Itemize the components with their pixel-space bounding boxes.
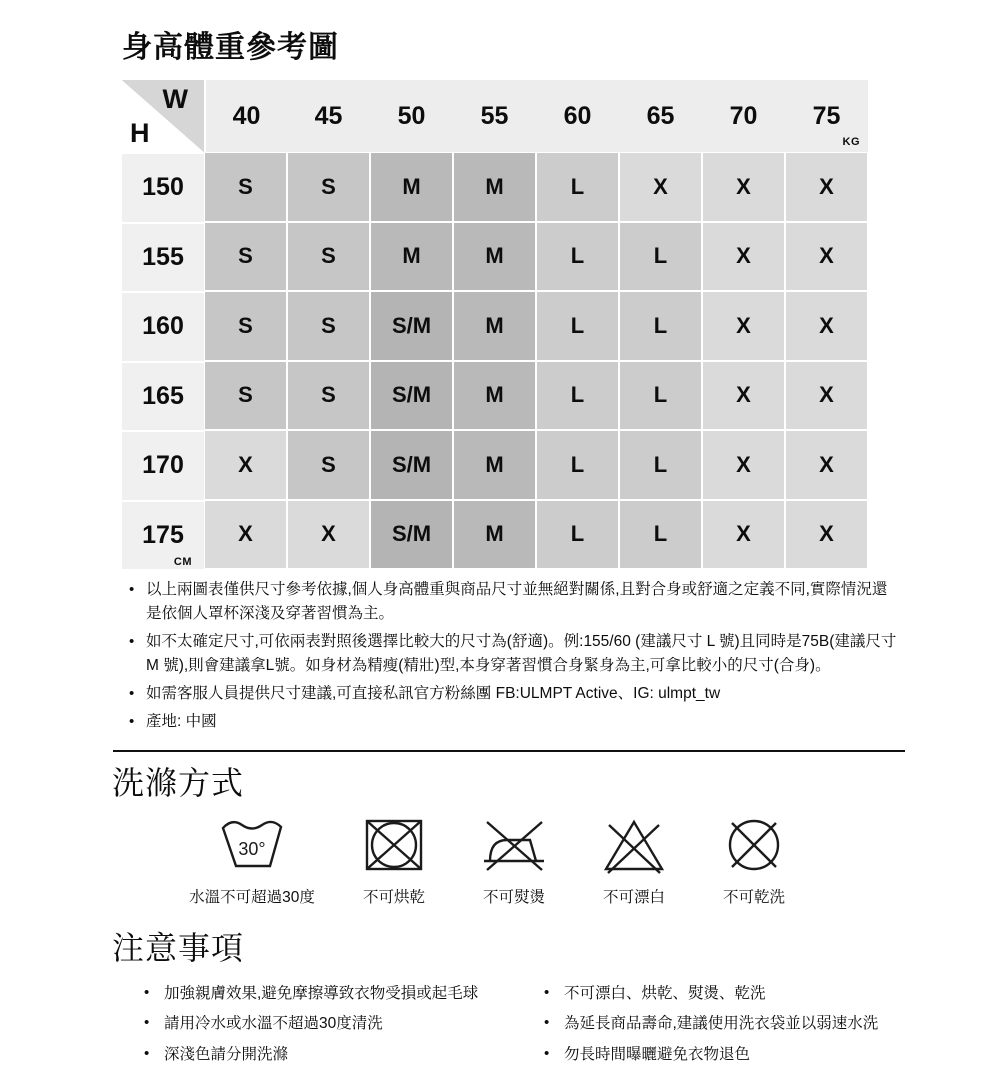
size-cell-160-60: L: [536, 291, 619, 361]
size-cell-150-75: X: [785, 152, 868, 222]
section-divider: [113, 750, 905, 752]
size-cell-150-70: X: [702, 152, 785, 222]
size-cell-155-75: X: [785, 222, 868, 292]
svg-text:30°: 30°: [238, 839, 266, 860]
size-cell-165-55: M: [453, 361, 536, 431]
weight-header-55: 55: [453, 80, 536, 152]
cautions-left-list: [142, 975, 542, 1073]
table-corner-cell: [122, 80, 204, 152]
weight-header-50: 50: [370, 80, 453, 152]
size-cell-165-60: L: [536, 361, 619, 431]
size-cell-175-65: L: [619, 500, 702, 570]
size-cell-165-40: S: [204, 361, 287, 431]
caution-item: • 請用冷水或水溫不超過30度清洗: [142, 1012, 542, 1035]
size-cell-165-45: S: [287, 361, 370, 431]
note-item: • 如不太確定尺寸,可依兩表對照後選擇比較大的尺寸為(舒適)。例:155/60 (建議尺寸 L 號)且同時是75B(建議尺寸 M 號),則會建議拿L號。如身材為精瘦(精壯)型,本身穿著習慣合身緊身為主,可拿比較小的尺寸(合身)。: [122, 630, 900, 678]
cautions-section-heading: 注意事項: [112, 930, 245, 967]
height-unit-label: CM: [173, 556, 192, 568]
size-cell-160-65: L: [619, 291, 702, 361]
weight-header-60: 60: [536, 80, 619, 152]
washing-instructions-row: [170, 814, 900, 907]
size-cell-150-55: M: [453, 152, 536, 222]
wash-item-label: 不可漂白: [602, 889, 665, 907]
caution-item: • 為延長商品壽命,建議使用洗衣袋並以弱速水洗: [542, 1012, 878, 1035]
size-chart-table: [122, 80, 868, 569]
caution-item: • 不可漂白、烘乾、熨燙、乾洗: [542, 982, 878, 1005]
wash-item-max-temp: [170, 814, 334, 907]
size-cell-155-40: S: [204, 222, 287, 292]
height-header-175: 175 CM: [122, 500, 204, 570]
size-cell-160-45: S: [287, 291, 370, 361]
height-header-155: 155: [122, 222, 204, 292]
size-cell-160-70: X: [702, 291, 785, 361]
size-cell-160-40: S: [204, 291, 287, 361]
wash-item-no-bleach: [574, 814, 694, 907]
size-cell-170-75: X: [785, 430, 868, 500]
notes-list: [122, 578, 900, 748]
wash-item-label: 不可熨燙: [482, 889, 545, 907]
cautions-columns: [118, 975, 900, 1073]
caution-item: • 勿長時間曝曬避免衣物退色: [542, 1043, 878, 1066]
wash-item-label: 不可乾洗: [722, 889, 785, 907]
wash-item-label: 水溫不可超過30度: [189, 889, 315, 907]
caution-item: • 深淺色請分開洗滌: [142, 1043, 542, 1066]
wash-item-no-tumble-dry: [334, 814, 454, 907]
weight-header-65: 65: [619, 80, 702, 152]
size-cell-165-65: L: [619, 361, 702, 431]
size-cell-150-60: L: [536, 152, 619, 222]
size-cell-150-65: X: [619, 152, 702, 222]
height-header-170: 170: [122, 430, 204, 500]
size-cell-175-45: X: [287, 500, 370, 570]
cautions-right-list: [542, 975, 878, 1073]
weight-header-75: 75 KG: [785, 80, 868, 152]
size-cell-175-50: S/M: [370, 500, 453, 570]
height-header-150: 150: [122, 152, 204, 222]
size-cell-155-50: M: [370, 222, 453, 292]
size-cell-170-45: S: [287, 430, 370, 500]
size-cell-170-60: L: [536, 430, 619, 500]
washing-section-heading: 洗滌方式: [112, 765, 245, 802]
height-header-160: 160: [122, 291, 204, 361]
size-cell-150-50: M: [370, 152, 453, 222]
note-item: • 如需客服人員提供尺寸建議,可直接私訊官方粉絲團 FB:ULMPT Active、IG: ulmpt_tw: [122, 682, 900, 706]
size-cell-155-55: M: [453, 222, 536, 292]
height-header-165: 165: [122, 361, 204, 431]
size-cell-155-60: L: [536, 222, 619, 292]
size-cell-160-55: M: [453, 291, 536, 361]
size-cell-155-45: S: [287, 222, 370, 292]
wash-item-no-iron: [454, 814, 574, 907]
caution-item: • 加強親膚效果,避免摩擦導致衣物受損或起毛球: [142, 982, 542, 1005]
no-iron-icon: [477, 814, 551, 876]
size-cell-170-70: X: [702, 430, 785, 500]
size-cell-150-45: S: [287, 152, 370, 222]
wash-30-icon: [215, 814, 289, 876]
weight-header-70: 70: [702, 80, 785, 152]
size-cell-170-55: M: [453, 430, 536, 500]
wash-item-label: 不可烘乾: [362, 889, 425, 907]
size-cell-160-50: S/M: [370, 291, 453, 361]
size-cell-150-40: S: [204, 152, 287, 222]
weight-header-40: 40: [204, 80, 287, 152]
size-cell-175-60: L: [536, 500, 619, 570]
size-cell-170-40: X: [204, 430, 287, 500]
size-cell-175-75: X: [785, 500, 868, 570]
size-cell-170-50: S/M: [370, 430, 453, 500]
size-cell-155-70: X: [702, 222, 785, 292]
no-dry-clean-icon: [717, 814, 791, 876]
note-item: • 以上兩圖表僅供尺寸參考依據,個人身高體重與商品尺寸並無絕對關係,且對合身或舒適之定義不同,實際情況還是依個人罩杯深淺及穿著習慣為主。: [122, 578, 900, 626]
size-cell-165-75: X: [785, 361, 868, 431]
size-cell-165-70: X: [702, 361, 785, 431]
no-bleach-icon: [597, 814, 671, 876]
weight-header-45: 45: [287, 80, 370, 152]
size-cell-155-65: L: [619, 222, 702, 292]
page-title: 身高體重參考圖: [122, 31, 339, 64]
note-item: • 產地: 中國: [122, 710, 900, 734]
weight-unit-label: KG: [842, 136, 860, 148]
weight-axis-label: W: [162, 84, 188, 114]
size-cell-175-40: X: [204, 500, 287, 570]
size-cell-170-65: L: [619, 430, 702, 500]
size-cell-165-50: S/M: [370, 361, 453, 431]
wash-item-no-dry-clean: [694, 814, 814, 907]
size-cell-175-55: M: [453, 500, 536, 570]
no-tumble-dry-icon: [357, 814, 431, 876]
size-cell-175-70: X: [702, 500, 785, 570]
height-axis-label: H: [130, 118, 150, 148]
size-cell-160-75: X: [785, 291, 868, 361]
